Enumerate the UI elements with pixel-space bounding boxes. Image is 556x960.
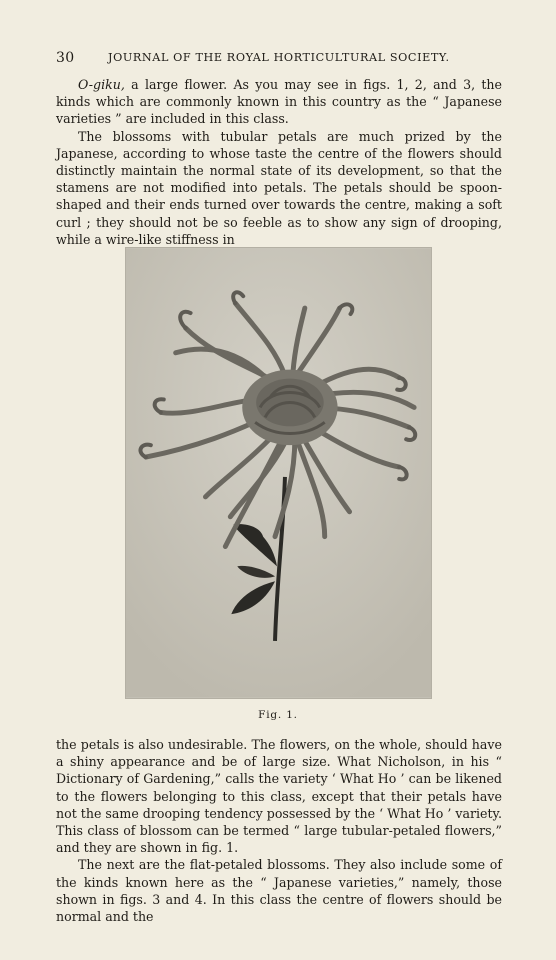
chrysanthemum-illustration-icon <box>126 248 431 698</box>
paragraph: The blossoms with tubular petals are much prized by the Japanese, according to whose taste the centre of the flowers should distinctly maintain the normal state of its development, so that the stamens are not modified into petals. The petals should be spoon-shaped and their ends turned over towards the centre, making a soft curl ; they should not be so feeble as to show any sign of drooping, while a wire-like stiffness in <box>56 128 502 247</box>
page-number: 30 <box>56 50 75 66</box>
paragraph <box>56 76 502 128</box>
figure-caption: Fig. 1. <box>258 709 298 721</box>
body-text-top <box>56 76 502 248</box>
figure-plate <box>125 247 432 699</box>
body-text-bottom <box>56 736 502 925</box>
paragraph: The next are the flat-petaled blossoms. They also include some of the kinds known here as the “ Japanese varieties,” namely, those shown in figs. 3 and 4. In this class the centre of flowers should be normal and the <box>56 857 502 925</box>
paragraph: the petals is also undesirable. The flowers, on the whole, should have a shiny appearance and be of large size. What Nicholson, in his “ Dictionary of Gardening,” calls the variety ‘ What Ho ’ can be likened to the flowers belonging to this class, except that their petals have not the same drooping tendency possessed by the ‘ What Ho ’ variety. This class of blossom can be termed “ large tubular-petaled flowers,” and they are shown in fig. 1. <box>56 737 502 856</box>
lead-term: O-giku, <box>78 77 125 92</box>
paragraph-text: a large flower. As you may see in figs. 1, 2, and 3, the kinds which are commonly known in this country as the “ Japanese varieties ” are included in this class. <box>56 77 502 127</box>
running-title: JOURNAL OF THE ROYAL HORTICULTURAL SOCIETY. <box>108 51 450 64</box>
page-header <box>56 50 502 66</box>
